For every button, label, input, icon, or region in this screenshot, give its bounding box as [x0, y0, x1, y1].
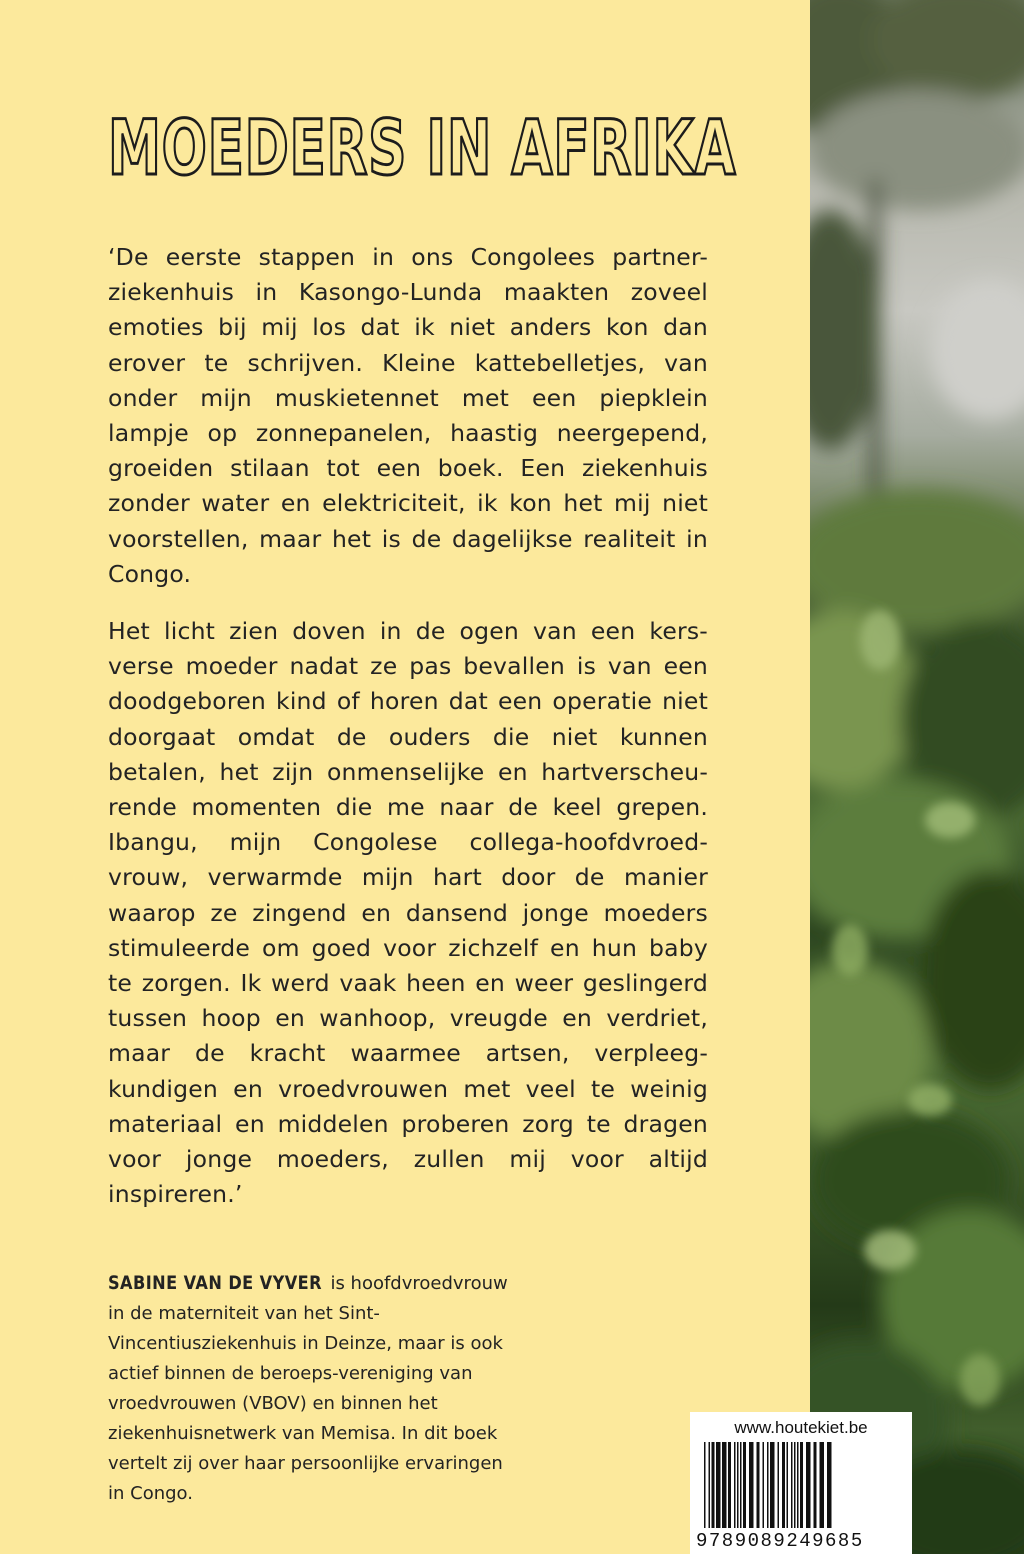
blurred-foliage-image	[810, 0, 1024, 1554]
publisher-url: www.houtekiet.be	[734, 1418, 868, 1437]
barcode-bar	[716, 1442, 721, 1528]
barcode-bar	[709, 1442, 711, 1528]
barcode-bar	[806, 1442, 811, 1528]
barcode-bar	[737, 1442, 739, 1528]
barcode-bar	[757, 1442, 760, 1528]
barcode-bar	[728, 1442, 731, 1528]
barcode-bar	[767, 1442, 769, 1528]
barcode-bar	[734, 1442, 736, 1528]
isbn-barcode	[698, 1442, 904, 1530]
barcode-bar	[787, 1442, 789, 1528]
barcode-bar	[791, 1442, 793, 1528]
barcode-bar	[797, 1442, 799, 1528]
barcode-box	[690, 1412, 912, 1554]
author-name: SABINE VAN DE VYVER	[108, 1272, 322, 1294]
barcode-bar	[827, 1442, 832, 1528]
barcode-bar	[770, 1442, 775, 1528]
barcode-bar	[743, 1442, 746, 1528]
barcode-bar	[778, 1442, 780, 1528]
barcode-bar	[722, 1442, 727, 1528]
author-bio-text: is hoofdvroedvrouw in de materniteit van het Sint-Vincentiusziekenhuis in Deinze, maar is ook actief binnen de beroeps-vereniging van vroedvrouwen (VBOV) en binnen het ziekenhuisnetwerk van Memisa. In dit boek vertelt zij over haar persoonlijke ervaringen in Congo.	[108, 1273, 508, 1504]
barcode-bar	[749, 1442, 754, 1528]
barcode-bar	[794, 1442, 796, 1528]
barcode-bar	[800, 1442, 803, 1528]
barcode-bar	[814, 1442, 817, 1528]
blurb-paragraph-2: Het licht zien doven in de ogen van een kers-verse moeder nadat ze pas bevallen is van een doodgeboren kind of horen dat een operatie niet doorgaat omdat de ouders die niet kunnen betalen, het zijn onmenselijke en hartverscheu-rende momenten die me naar de keel grepen. Ibangu, mijn Congolese collega-hoofdvroed-vrouw, verwarmde mijn hart door de manier waarop ze zingend en dansend jonge moeders stimuleerde om goed voor zichzelf en hun baby te zorgen. Ik werd vaak heen en weer geslingerd tussen hoop en wanhoop, vreugde en verdriet, maar de kracht waarmee artsen, verpleeg-kundigen en vroedvrouwen met veel te weinig materiaal en middelen proberen zorg te dragen voor jonge moeders, zullen mij voor altijd inspireren.’	[108, 617, 708, 1209]
blurb-paragraph-1: ‘De eerste stappen in ons Congolees partner-ziekenhuis in Kasongo-Lunda maakten zoveel emoties bij mij los dat ik niet anders kon dan erover te schrijven. Kleine kattebelletjes, van onder mijn muskietennet met een piepklein lampje op zonnepanelen, haastig neergepend, groeiden stilaan tot een boek. Een ziekenhuis zonder water en elektriciteit, ik kon het mij niet voorstellen, maar het is de dagelijkse realiteit in Congo.	[108, 243, 708, 588]
isbn-number: 9789089249685	[696, 1530, 864, 1552]
barcode-bar	[704, 1442, 706, 1528]
barcode-bar	[782, 1442, 785, 1528]
cover-photo-strip	[810, 0, 1024, 1554]
barcode-bar	[820, 1442, 825, 1528]
barcode-bar	[712, 1442, 715, 1528]
barcode-bar	[740, 1442, 742, 1528]
barcode-bar	[763, 1442, 765, 1528]
book-title: MOEDERS IN AFRIKA	[108, 103, 737, 192]
author-bio	[108, 1268, 518, 1509]
